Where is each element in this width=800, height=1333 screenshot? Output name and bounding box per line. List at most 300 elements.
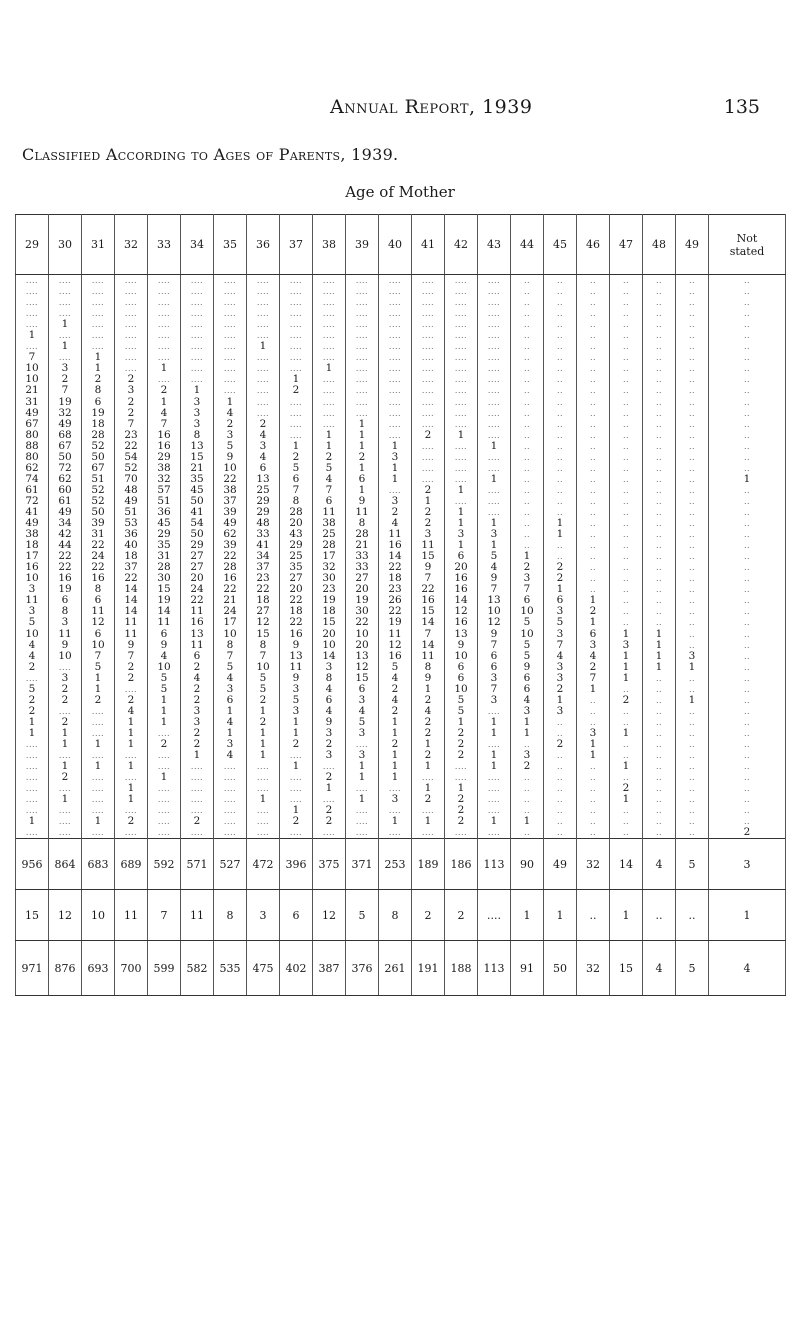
table-cell: 3 [313,662,346,673]
table-cell: .... [280,341,313,352]
table-cell: .... [346,816,379,827]
table-cell: .... [313,827,346,839]
table-cell: .... [346,330,379,341]
table-cell: .. [643,330,676,341]
table-cell: .. [577,562,610,573]
table-cell: 4 [214,717,247,728]
table-cell: 8 [346,518,379,529]
table-cell: 5 [214,441,247,452]
table-cell: .... [181,308,214,319]
table-cell: .... [247,408,280,419]
table-cell: .. [577,341,610,352]
table-cell: 2 [115,397,148,408]
table-cell: .. [511,474,544,485]
table-cell: .. [643,430,676,441]
table-cell: .. [676,496,709,507]
table-row [16,341,786,352]
total-cell: 2 [412,890,445,941]
table-cell: 10 [16,363,49,374]
table-row [16,794,786,805]
table-cell: 1 [610,651,643,662]
table-cell: .. [709,805,786,816]
table-cell: .. [610,452,643,463]
table-cell: .. [511,352,544,363]
table-cell: 28 [346,529,379,540]
table-cell: 26 [379,595,412,606]
table-cell: .. [610,352,643,363]
table-cell: .... [82,275,115,287]
table-cell: .. [643,352,676,363]
table-cell: .... [148,341,181,352]
table-cell: .... [247,319,280,330]
table-cell: 25 [247,485,280,496]
table-cell: 8 [280,496,313,507]
table-cell: .... [379,319,412,330]
table-cell: .. [511,463,544,474]
table-cell: .. [709,397,786,408]
table-cell: 57 [148,485,181,496]
table-cell: .. [610,275,643,287]
table-cell: 7 [82,651,115,662]
table-cell: .. [544,297,577,308]
table-cell: .. [610,562,643,573]
table-cell: 1 [379,761,412,772]
total-cell: 1 [709,890,786,941]
table-cell: .. [676,794,709,805]
table-cell: 4 [181,673,214,684]
table-cell: 67 [82,463,115,474]
table-cell: .. [643,419,676,430]
table-cell: .. [544,408,577,419]
table-cell: 4 [412,706,445,717]
table-cell: .. [610,739,643,750]
table-cell: .. [544,496,577,507]
table-cell: .. [577,496,610,507]
table-cell: 1 [280,441,313,452]
table-cell: 3 [280,706,313,717]
table-cell: .. [544,761,577,772]
table-cell: 20 [346,584,379,595]
table-cell: .... [346,308,379,319]
table-cell: .. [676,297,709,308]
table-cell: 41 [247,540,280,551]
total-cell: 5 [676,941,709,996]
table-cell: 4 [115,706,148,717]
table-cell: 10 [445,684,478,695]
table-cell: 5 [445,706,478,717]
table-cell: .... [280,772,313,783]
table-cell: 52 [82,485,115,496]
report-title: Annual Report, 1939 [330,96,533,118]
table-cell: 3 [379,794,412,805]
table-cell: .. [511,319,544,330]
table-cell: .. [643,397,676,408]
table-cell: .. [544,397,577,408]
table-cell: 35 [181,474,214,485]
total-cell: 3 [247,890,280,941]
table-cell: .. [577,430,610,441]
table-cell: .... [82,827,115,839]
table-cell: .... [478,805,511,816]
table-cell: .... [478,706,511,717]
table-cell: .... [49,308,82,319]
table-cell: .... [148,794,181,805]
table-cell: .. [544,430,577,441]
total-cell: 527 [214,839,247,890]
table-cell: .. [544,507,577,518]
table-cell: 11 [379,529,412,540]
table-cell: 44 [49,540,82,551]
table-cell: 4 [16,651,49,662]
table-cell: 31 [148,551,181,562]
table-cell: 6 [280,474,313,485]
table-cell: 14 [148,606,181,617]
table-cell: .. [709,562,786,573]
table-cell: 12 [247,617,280,628]
table-cell: .... [49,297,82,308]
table-cell: .. [676,452,709,463]
table-cell: 16 [445,573,478,584]
table-cell: 2 [148,385,181,396]
table-cell: .. [577,816,610,827]
table-cell: 7 [478,684,511,695]
table-cell: .. [610,540,643,551]
table-cell: 15 [346,673,379,684]
table-cell: .. [610,772,643,783]
table-cell: 37 [247,562,280,573]
table-cell: 14 [445,595,478,606]
table-row [16,695,786,706]
table-cell: .. [544,485,577,496]
table-cell: 10 [313,640,346,651]
table-cell: .... [49,783,82,794]
table-cell: .... [313,308,346,319]
table-cell: 2 [247,717,280,728]
table-cell: .. [511,286,544,297]
table-cell: 1 [346,772,379,783]
total-cell: 191 [412,941,445,996]
table-cell: 2 [214,419,247,430]
table-cell: .... [445,341,478,352]
total-cell: 1 [610,890,643,941]
table-cell: .... [478,408,511,419]
table-cell: 1 [577,684,610,695]
table-cell: 3 [16,584,49,595]
table-cell: 39 [214,507,247,518]
total-cell: 188 [445,941,478,996]
table-cell: 1 [346,794,379,805]
table-cell: .... [148,805,181,816]
table-cell: .... [214,319,247,330]
table-cell: 30 [346,606,379,617]
table-cell: 54 [181,518,214,529]
table-cell: .. [577,794,610,805]
table-cell: 2 [412,430,445,441]
table-cell: 6 [511,684,544,695]
table-cell: 2 [412,518,445,529]
table-cell: 6 [148,629,181,640]
table-cell: .. [676,352,709,363]
table-cell: 29 [247,507,280,518]
table-cell: 28 [280,507,313,518]
table-cell: .. [676,728,709,739]
table-row [16,783,786,794]
table-cell: 28 [214,562,247,573]
table-cell: .... [445,286,478,297]
table-cell: 4 [214,750,247,761]
table-cell: 1 [577,739,610,750]
table-cell: .... [346,319,379,330]
table-cell: .. [676,551,709,562]
table-cell: 2 [379,706,412,717]
table-cell: .... [115,827,148,839]
table-cell: .... [247,374,280,385]
table-cell: .... [478,419,511,430]
table-cell: .... [247,308,280,319]
table-cell: 38 [148,463,181,474]
table-cell: 1 [115,739,148,750]
table-row [16,662,786,673]
table-cell: 19 [49,584,82,595]
table-cell: 1 [346,485,379,496]
table-cell: 10 [214,463,247,474]
table-cell: 11 [49,629,82,640]
table-cell: 29 [148,529,181,540]
total-cell: 396 [280,839,313,890]
table-cell: 13 [280,651,313,662]
total-cell: 32 [577,839,610,890]
table-row [16,717,786,728]
table-cell: 1 [280,761,313,772]
table-cell: 61 [49,496,82,507]
table-cell: 18 [16,540,49,551]
table-cell: .. [709,573,786,584]
table-cell: 41 [16,507,49,518]
table-cell: .. [544,463,577,474]
table-cell: 3 [544,662,577,673]
table-cell: .. [610,308,643,319]
table-cell: 2 [709,827,786,839]
table-cell: 21 [214,595,247,606]
table-cell: 2 [577,662,610,673]
table-cell: .. [709,430,786,441]
table-cell: .... [214,341,247,352]
table-row [16,275,786,287]
table-cell: .. [577,441,610,452]
table-cell: 7 [115,419,148,430]
table-cell: 6 [181,651,214,662]
table-cell: .. [577,805,610,816]
table-cell: 50 [82,507,115,518]
table-cell: 10 [247,662,280,673]
table-cell: 3 [544,629,577,640]
table-cell: 20 [346,640,379,651]
total-cell: 32 [577,941,610,996]
table-cell: .. [511,330,544,341]
table-cell: .. [709,606,786,617]
table-cell: 38 [313,518,346,529]
table-cell: 2 [412,794,445,805]
table-cell: .... [115,352,148,363]
table-cell: .... [478,452,511,463]
table-cell: 6 [478,651,511,662]
table-cell: 12 [379,640,412,651]
table-cell: 10 [82,640,115,651]
table-cell: .. [577,397,610,408]
table-cell: 33 [346,551,379,562]
total-cell: .. [676,890,709,941]
table-cell: .. [577,695,610,706]
total-cell: 376 [346,941,379,996]
table-cell: .. [511,783,544,794]
table-cell: .... [445,352,478,363]
table-cell: .. [709,750,786,761]
table-cell: .... [313,352,346,363]
table-cell: .. [709,595,786,606]
table-cell: .. [709,617,786,628]
table-cell: .. [577,319,610,330]
table-cell: 1 [247,750,280,761]
table-cell: .. [643,275,676,287]
table-cell: .. [643,794,676,805]
table-cell: .. [676,441,709,452]
table-cell: .. [643,529,676,540]
table-body [16,275,786,996]
table-cell: 23 [115,430,148,441]
table-cell: .. [643,584,676,595]
table-cell: 27 [247,606,280,617]
table-cell: 3 [379,452,412,463]
table-cell: 6 [49,595,82,606]
table-cell: .... [16,739,49,750]
table-cell: 3 [49,673,82,684]
table-cell: .. [577,761,610,772]
table-cell: .. [577,584,610,595]
column-header: 38 [313,215,346,275]
total-cell: .... [478,890,511,941]
table-cell: .... [16,341,49,352]
table-cell: .. [577,297,610,308]
section-title: Classified According to Ages of Parents, 1939. [22,145,399,164]
table-cell: .... [115,363,148,374]
table-cell: .... [181,805,214,816]
table-cell: 1 [412,684,445,695]
table-cell: 49 [214,518,247,529]
table-cell: .... [478,308,511,319]
table-cell: 43 [280,529,313,540]
table-cell: 3 [544,673,577,684]
table-cell: .. [610,529,643,540]
table-cell: 1 [247,728,280,739]
table-cell: 11 [148,617,181,628]
table-cell: 1 [313,363,346,374]
table-cell: 1 [445,485,478,496]
table-cell: 1 [49,728,82,739]
table-cell: 6 [346,474,379,485]
table-cell: 1 [511,717,544,728]
table-cell: .... [49,706,82,717]
table-cell: 1 [445,717,478,728]
table-cell: 32 [49,408,82,419]
table-cell: .. [610,286,643,297]
table-cell: .. [643,617,676,628]
table-cell: 19 [313,595,346,606]
table-cell: 10 [214,629,247,640]
table-cell: 1 [412,816,445,827]
table-cell: .... [412,341,445,352]
table-cell: 1 [115,794,148,805]
table-cell: .... [247,385,280,396]
table-cell: 18 [280,606,313,617]
table-cell: 4 [148,408,181,419]
table-cell: 35 [148,540,181,551]
table-cell: 5 [511,640,544,651]
table-cell: 1 [148,772,181,783]
table-cell: 1 [280,805,313,816]
total-cell: 12 [313,890,346,941]
table-cell: .... [412,363,445,374]
table-cell: 16 [148,430,181,441]
table-cell: 7 [478,640,511,651]
table-row [16,551,786,562]
table-cell: 22 [181,595,214,606]
table-cell: .... [181,761,214,772]
table-cell: .. [676,673,709,684]
table-cell: 1 [214,397,247,408]
table-cell: .... [214,816,247,827]
table-cell: .... [115,805,148,816]
table-cell: 2 [610,783,643,794]
table-cell: .. [544,794,577,805]
table-cell: 2 [49,695,82,706]
table-cell: 34 [247,551,280,562]
table-cell: 1 [478,441,511,452]
table-cell: .... [181,794,214,805]
table-cell: 14 [412,640,445,651]
table-cell: .. [577,485,610,496]
table-cell: 6 [313,695,346,706]
table-cell: 1 [577,750,610,761]
table-cell: 5 [148,684,181,695]
table-cell: 10 [16,374,49,385]
table-cell: .... [445,319,478,330]
total-row [16,839,786,890]
table-cell: 9 [445,640,478,651]
table-cell: .... [214,385,247,396]
table-cell: 1 [445,518,478,529]
table-cell: .. [643,816,676,827]
column-header: 29 [16,215,49,275]
table-cell: 25 [313,529,346,540]
table-cell: .. [643,319,676,330]
table-cell: .. [577,540,610,551]
table-cell: .. [709,419,786,430]
table-cell: 34 [49,518,82,529]
table-cell: .. [511,275,544,287]
column-header: 44 [511,215,544,275]
table-cell: .... [478,385,511,396]
table-cell: .... [214,286,247,297]
table-cell: 8 [214,640,247,651]
table-cell: .... [148,286,181,297]
table-cell: 8 [82,385,115,396]
table-cell: .... [181,330,214,341]
table-cell: .. [577,408,610,419]
table-row [16,606,786,617]
table-cell: 1 [148,397,181,408]
table-row [16,330,786,341]
table-cell: 1 [643,640,676,651]
